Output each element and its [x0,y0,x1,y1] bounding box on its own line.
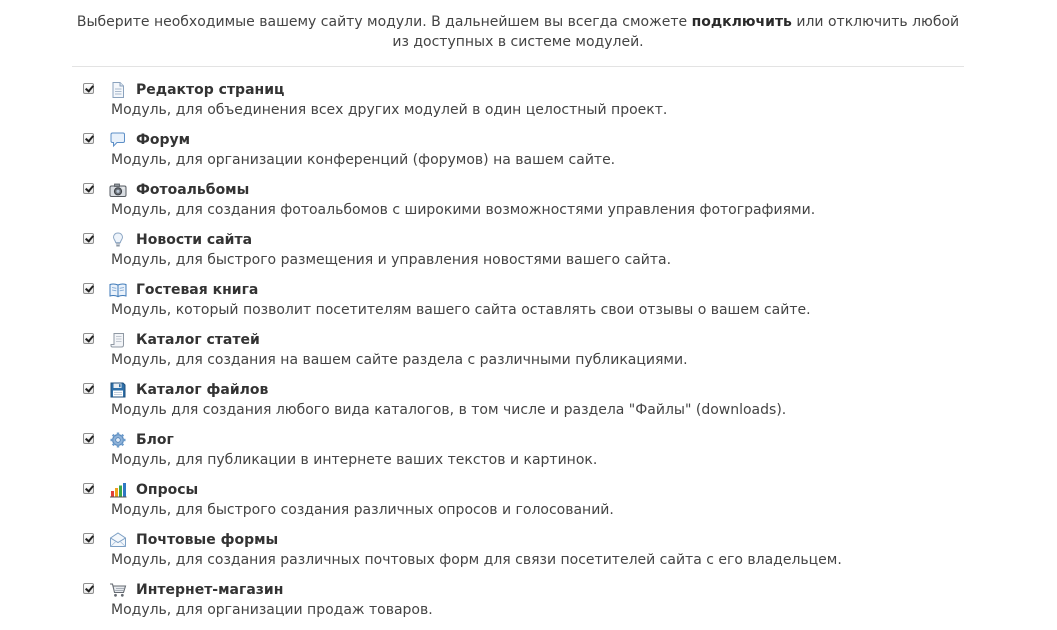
module-title: Редактор страниц [136,82,285,98]
module-checkbox[interactable] [83,433,94,444]
module-checkbox[interactable] [83,333,94,344]
bar-chart-icon [109,482,127,498]
camera-icon [109,182,127,198]
module-title: Блог [136,432,174,448]
module-checkbox[interactable] [83,183,94,194]
module-item-mail-forms [83,530,983,580]
module-description: Модуль, для создания фотоальбомов с широкими возможностями управления фотографиями. [111,202,816,218]
module-description: Модуль, для создания различных почтовых форм для связи посетителей сайта с его владельцем. [111,552,842,568]
module-description: Модуль для создания любого вида каталогов, в том числе и раздела "Файлы" (downloads). [111,402,787,418]
shopping-cart-icon [109,582,127,598]
module-checkbox[interactable] [83,383,94,394]
floppy-disk-icon [109,382,127,398]
module-checkbox[interactable] [83,283,94,294]
module-description: Модуль, для организации конференций (форумов) на вашем сайте. [111,152,616,168]
module-item-site-news [83,230,983,280]
module-item-page-editor [83,80,983,130]
module-list [83,80,983,630]
scroll-icon [109,332,127,348]
module-checkbox[interactable] [83,133,94,144]
module-item-forum [83,130,983,180]
module-item-polls [83,480,983,530]
module-title: Интернет-магазин [136,582,284,598]
module-title: Форум [136,132,191,148]
module-title: Гостевая книга [136,282,259,298]
module-description: Модуль, для быстрого размещения и управления новостями вашего сайта. [111,252,672,268]
module-description: Модуль, который позволит посетителям вашего сайта оставлять свои отзывы о вашем сайте. [111,302,811,318]
module-title: Почтовые формы [136,532,279,548]
gear-icon [109,432,127,448]
module-item-guestbook [83,280,983,330]
module-checkbox[interactable] [83,533,94,544]
module-title: Новости сайта [136,232,253,248]
page-icon [109,82,127,98]
module-description: Модуль, для организации продаж товаров. [111,602,433,618]
intro-text [72,12,964,52]
intro-bold-word: подключить [691,14,792,30]
module-item-photo-albums [83,180,983,230]
module-item-file-catalog [83,380,983,430]
module-description: Модуль, для быстрого создания различных опросов и голосований. [111,502,614,518]
module-description: Модуль, для создания на вашем сайте раздела с различными публикациями. [111,352,688,368]
module-description: Модуль, для публикации в интернете ваших текстов и картинок. [111,452,598,468]
module-title: Фотоальбомы [136,182,250,198]
module-item-online-store [83,580,983,630]
module-title: Каталог файлов [136,382,269,398]
module-description: Модуль, для объединения всех других модулей в один целостный проект. [111,102,668,118]
module-checkbox[interactable] [83,233,94,244]
speech-bubble-icon [109,132,127,148]
module-checkbox[interactable] [83,83,94,94]
intro-text-start: Выберите необходимые вашему сайту модули. В дальнейшем вы всегда сможете [76,14,692,30]
module-checkbox[interactable] [83,583,94,594]
module-title: Опросы [136,482,199,498]
module-title: Каталог статей [136,332,260,348]
envelope-icon [109,532,127,548]
module-item-article-catalog [83,330,983,380]
lightbulb-icon [109,232,127,248]
divider [72,66,964,67]
intro-text-end: или отключить любой из доступных в системе модулей. [392,14,960,50]
open-book-icon [109,282,127,298]
module-checkbox[interactable] [83,483,94,494]
module-item-blog [83,430,983,480]
